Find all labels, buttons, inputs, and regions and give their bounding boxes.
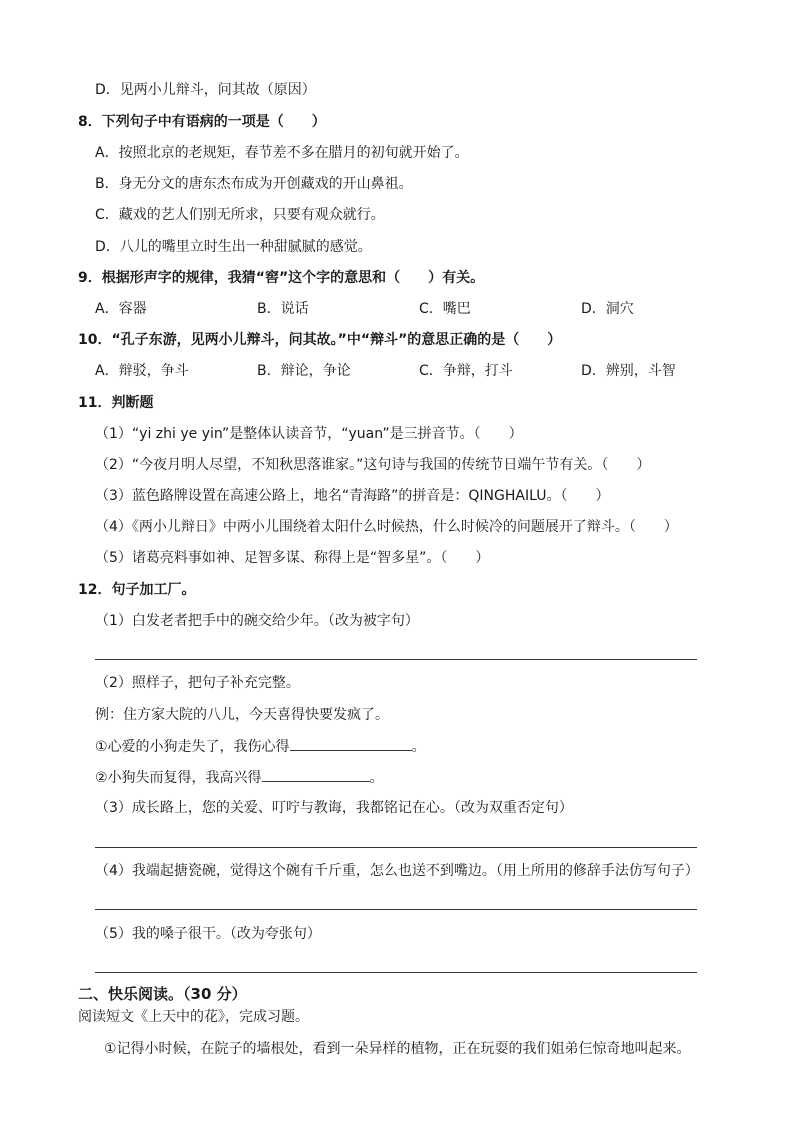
question-7-option-d: D．见两小儿辩斗，问其故（原因） bbox=[95, 82, 316, 98]
question-12-part-1: （1）白发老者把手中的碗交给少年。（改为被字句） bbox=[95, 613, 419, 629]
example-sentence: 例：住方家大院的八儿，今天喜得快要发疯了。 bbox=[95, 707, 389, 723]
question-9-option-a: A．容器 bbox=[95, 301, 147, 317]
question-8-stem: 8．下列句子中有语病的一项是（ ） bbox=[78, 114, 326, 130]
answer-line-3[interactable] bbox=[95, 847, 697, 848]
fill-sentence-1 bbox=[95, 736, 426, 757]
question-11-item-2: （2）“今夜月明人尽望，不知秋思落谁家。”这句诗与我国的传统节日端午节有关。（ ） bbox=[95, 457, 651, 473]
fill-sentence-2-end: 。 bbox=[369, 770, 384, 786]
question-8-option-b: B．身无分文的唐东杰布成为开创藏戏的开山鼻祖。 bbox=[95, 176, 413, 192]
reading-intro: 阅读短文《上天中的花》，完成习题。 bbox=[78, 1009, 309, 1025]
question-12-part-4: （4）我端起搪瓷碗，觉得这个碗有千斤重，怎么也送不到嘴边。（用上所用的修辞手法仿写句子） bbox=[95, 863, 699, 879]
question-12-part-3: （3）成长路上，您的关爱、叮咛与教诲，我都铭记在心。（改为双重否定句） bbox=[95, 800, 573, 816]
question-12-part-5: （5）我的嗓子很干。（改为夸张句） bbox=[95, 926, 321, 942]
question-10-option-c: C．争辩，打斗 bbox=[419, 363, 513, 379]
fill-blank-2[interactable] bbox=[262, 767, 370, 782]
reading-paragraph-1 bbox=[104, 1039, 691, 1059]
question-9-option-d: D．洞穴 bbox=[581, 301, 634, 317]
question-11-stem: 11．判断题 bbox=[78, 395, 154, 411]
question-9-option-c: C．嘴巴 bbox=[419, 301, 471, 317]
answer-line-5[interactable] bbox=[95, 972, 697, 973]
fill-sentence-1-end: 。 bbox=[411, 739, 426, 755]
reading-paragraph-1-text: 记得小时候，在院子的墙根处，看到一朵异样的植物，正在玩耍的我们姐弟仨惊奇地叫起来。 bbox=[116, 1041, 691, 1057]
question-12-stem: 12．句子加工厂。 bbox=[78, 582, 196, 598]
circled-number-2: ② bbox=[95, 770, 108, 786]
question-8-option-d: D．八儿的嘴里立时生出一种甜腻腻的感觉。 bbox=[95, 239, 372, 255]
question-12-part-2: （2）照样子，把句子补充完整。 bbox=[95, 675, 300, 691]
question-10-stem: 10．“孔子东游，见两小儿辩斗，问其故。”中“辩斗”的意思正确的是（ ） bbox=[78, 332, 562, 348]
fill-sentence-2 bbox=[95, 767, 384, 788]
question-11-item-3: （3）蓝色路牌设置在高速公路上，地名“青海路”的拼音是：QINGHAILU。（ ） bbox=[95, 488, 610, 504]
question-11-item-4: （4）《两小儿辩日》中两小儿围绕着太阳什么时候热，什么时候冷的问题展开了辩斗。（ ） bbox=[95, 519, 678, 535]
fill-blank-1[interactable] bbox=[290, 736, 412, 751]
question-8-option-c: C．藏戏的艺人们别无所求，只要有观众就行。 bbox=[95, 207, 385, 223]
question-9-option-b: B．说话 bbox=[257, 301, 309, 317]
question-11-item-5: （5）诸葛亮料事如神、足智多谋、称得上是“智多星”。（ ） bbox=[95, 550, 490, 566]
question-10-option-d: D．辨别，斗智 bbox=[581, 363, 676, 379]
fill-sentence-1-text: 心爱的小狗走失了，我伤心得 bbox=[107, 739, 290, 755]
answer-line-1[interactable] bbox=[95, 659, 697, 660]
answer-line-4[interactable] bbox=[95, 909, 697, 910]
section-2-heading: 二、快乐阅读。（30 分） bbox=[78, 985, 247, 1003]
question-11-item-1: （1）“yi zhi ye yin”是整体认读音节，“yuan”是三拼音节。（ ） bbox=[95, 426, 523, 442]
question-8-option-a: A．按照北京的老规矩，春节差不多在腊月的初旬就开始了。 bbox=[95, 145, 469, 161]
circled-number-1: ① bbox=[95, 739, 108, 755]
fill-sentence-2-text: 小狗失而复得，我高兴得 bbox=[107, 770, 262, 786]
question-10-option-a: A．辩驳，争斗 bbox=[95, 363, 189, 379]
question-10-option-b: B．辩论，争论 bbox=[257, 363, 351, 379]
circled-number-paragraph-1: ① bbox=[104, 1041, 117, 1057]
question-9-stem: 9．根据形声字的规律，我猜“窖”这个字的意思和（ ）有关。 bbox=[78, 270, 485, 286]
